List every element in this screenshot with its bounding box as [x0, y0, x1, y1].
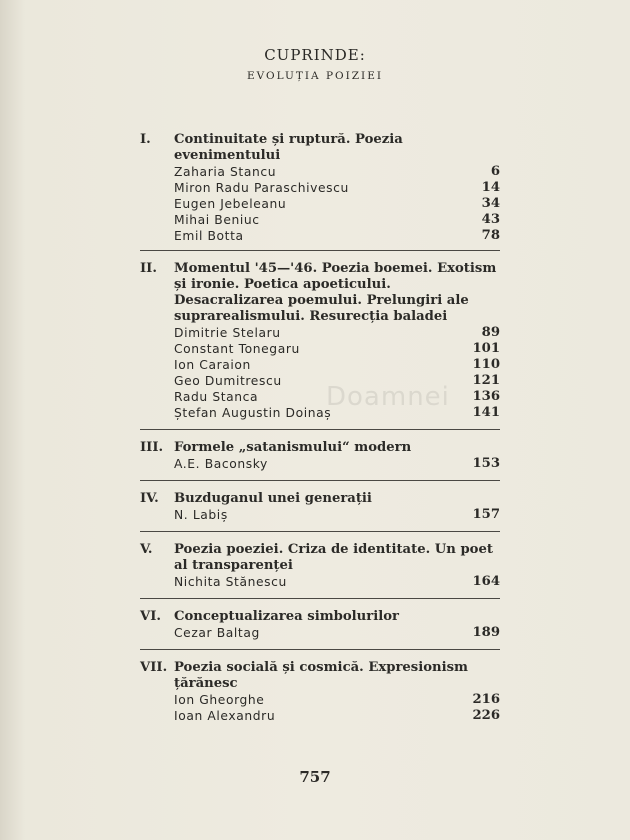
- section-title: Poezia poeziei. Criza de identitate. Un poet al transparenței: [174, 542, 493, 573]
- section-heading: [140, 261, 500, 325]
- entry-author: Miron Radu Paraschivescu: [174, 181, 349, 195]
- entry-page: 141: [472, 405, 500, 420]
- toc-entry: [140, 325, 500, 341]
- section-number: IV.: [140, 491, 159, 506]
- entry-page: 157: [472, 507, 500, 522]
- toc-entry: [140, 625, 500, 641]
- entry-author: Geo Dumitrescu: [174, 374, 282, 388]
- entry-page: 189: [472, 625, 500, 640]
- section-heading: [140, 491, 500, 507]
- toc-entry: [140, 507, 500, 523]
- toc-title: CUPRINDE:: [264, 46, 366, 64]
- toc-entry: [140, 574, 500, 590]
- entry-author: A.E. Baconsky: [174, 457, 268, 471]
- toc-entry: [140, 357, 500, 373]
- toc-section: [140, 598, 500, 641]
- toc-entry: [140, 341, 500, 357]
- section-heading: [140, 132, 500, 164]
- toc-entry: [140, 692, 500, 708]
- entry-author: Nichita Stănescu: [174, 575, 287, 589]
- entry-page: 226: [472, 708, 500, 723]
- entry-page: 14: [481, 180, 500, 195]
- section-title: Continuitate și ruptură. Poezia evenimentului: [174, 132, 403, 163]
- toc-section: [140, 649, 500, 724]
- entry-author: Constant Tonegaru: [174, 342, 300, 356]
- toc-entry: [140, 456, 500, 472]
- section-title: Conceptualizarea simbolurilor: [174, 609, 399, 624]
- section-title: Formele „satanismului“ modern: [174, 440, 412, 455]
- entry-page: 78: [481, 228, 500, 243]
- watermark: Doamnei: [326, 382, 450, 412]
- toc-entry: [140, 196, 500, 212]
- entry-page: 164: [472, 574, 500, 589]
- section-number: I.: [140, 132, 151, 147]
- section-number: III.: [140, 440, 164, 455]
- toc-entry: [140, 708, 500, 724]
- toc-entry: [140, 180, 500, 196]
- entry-author: Ștefan Augustin Doinaș: [174, 406, 332, 420]
- entry-author: Eugen Jebeleanu: [174, 197, 287, 211]
- toc-entry: [140, 212, 500, 228]
- entry-page: 34: [481, 196, 500, 211]
- entry-author: N. Labiș: [174, 508, 228, 522]
- entry-page: 6: [490, 164, 500, 179]
- toc-subtitle: EVOLUȚIA POIZIEI: [246, 70, 384, 82]
- entry-author: Ioan Alexandru: [174, 709, 276, 723]
- toc-entry: [140, 228, 500, 244]
- entry-page: 43: [481, 212, 500, 227]
- entry-author: Mihai Beniuc: [174, 213, 260, 227]
- section-heading: [140, 660, 500, 692]
- entry-page: 121: [472, 373, 500, 388]
- section-number: V.: [140, 542, 153, 557]
- entry-page: 216: [472, 692, 500, 707]
- entry-author: Ion Gheorghe: [174, 693, 265, 707]
- entry-author: Ion Caraion: [174, 358, 251, 372]
- entry-page: 101: [472, 341, 500, 356]
- section-number: II.: [140, 261, 157, 276]
- section-title: Poezia socială și cosmică. Expresionism țărănesc: [174, 660, 469, 691]
- entry-page: 89: [481, 325, 500, 340]
- entry-author: Cezar Baltag: [174, 626, 260, 640]
- table-of-contents: [140, 132, 500, 724]
- toc-section: [140, 429, 500, 472]
- toc-section: [140, 531, 500, 590]
- entry-author: Emil Botta: [174, 229, 244, 243]
- section-heading: [140, 609, 500, 625]
- section-title: Momentul '45—'46. Poezia boemei. Exotism și ironie. Poetica apoeticului. Desacralizarea poemului. Prelungiri ale suprarealismului. Resurecția baladei: [174, 261, 497, 324]
- entry-page: 153: [472, 456, 500, 471]
- entry-page: 110: [472, 357, 500, 372]
- entry-author: Zaharia Stancu: [174, 165, 277, 179]
- toc-entry: [140, 164, 500, 180]
- section-heading: [140, 440, 500, 456]
- section-heading: [140, 542, 500, 574]
- entry-page: 136: [472, 389, 500, 404]
- section-number: VII.: [140, 660, 168, 675]
- section-number: VI.: [140, 609, 161, 624]
- entry-author: Dimitrie Stelaru: [174, 326, 281, 340]
- toc-section: [140, 480, 500, 523]
- page-number: 757: [299, 768, 331, 786]
- section-title: Buzduganul unei generații: [174, 491, 372, 506]
- entry-author: Radu Stanca: [174, 390, 259, 404]
- toc-section: [140, 132, 500, 244]
